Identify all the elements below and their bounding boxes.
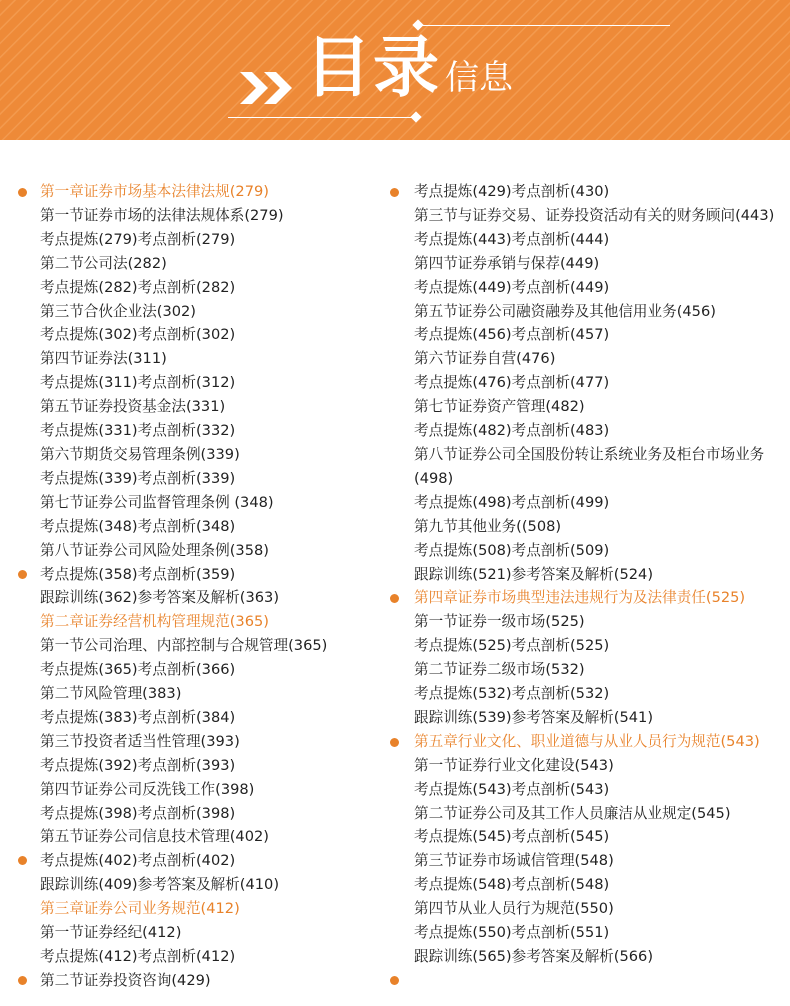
toc-entry[interactable]: 第五节证券投资基金法(331) [40, 398, 226, 416]
toc-entry[interactable]: 考点提炼(365)考点剖析(366) [40, 661, 236, 679]
toc-entry[interactable]: 第五节证券公司融资融券及其他信用业务(456) [414, 302, 716, 320]
toc-entry[interactable]: 考点提炼(508)考点剖析(509) [414, 541, 610, 559]
toc-entry[interactable]: 考点提炼(548)考点剖析(548) [414, 876, 610, 894]
toc-entry[interactable]: 考点提炼(449)考点剖析(449) [414, 278, 610, 296]
toc-entry[interactable]: 考点提炼(456)考点剖析(457) [414, 326, 610, 344]
toc-entry[interactable]: 第二节证券公司及其工作人员廉洁从业规定(545) [414, 804, 731, 822]
toc-entry[interactable]: 考点提炼(279)考点剖析(279) [40, 230, 236, 248]
toc-entry[interactable]: 考点提炼(383)考点剖析(384) [40, 708, 236, 726]
bullet-marker [18, 570, 27, 579]
toc-entry[interactable]: 第六节证券自营(476) [414, 350, 556, 368]
toc-entry[interactable]: 跟踪训练(362)参考答案及解析(363) [40, 589, 280, 607]
toc-entry[interactable]: 考点提炼(532)考点剖析(532) [414, 685, 610, 703]
toc-entry[interactable]: 第一节公司治理、内部控制与合规管理(365) [40, 637, 328, 655]
toc-chapter[interactable]: 第二章证券经营机构管理规范(365) [40, 613, 269, 631]
toc-entry[interactable]: 第四节证券法(311) [40, 350, 167, 368]
toc-entry[interactable]: 第五节证券公司信息技术管理(402) [40, 828, 269, 846]
toc-entry[interactable]: 考点提炼(402)考点剖析(402) [40, 852, 236, 870]
toc-right-column [414, 180, 784, 969]
toc-entry[interactable]: 第一节证券市场的法律法规体系(279) [40, 206, 284, 224]
toc-entry[interactable]: 第六节期货交易管理条例(339) [40, 445, 240, 463]
toc-entry[interactable]: 第二节证券投资咨询(429) [40, 971, 211, 989]
toc-entry[interactable]: 考点提炼(282)考点剖析(282) [40, 278, 236, 296]
toc-left-column [40, 180, 380, 993]
toc-entry[interactable]: 第二节公司法(282) [40, 254, 167, 272]
toc-entry[interactable]: 考点提炼(429)考点剖析(430) [414, 183, 610, 200]
toc-entry[interactable]: 考点提炼(476)考点剖析(477) [414, 374, 610, 392]
toc-chapter[interactable]: 第五章行业文化、职业道德与从业人员行为规范(543) [414, 732, 760, 750]
toc-entry[interactable]: 考点提炼(302)考点剖析(302) [40, 326, 236, 344]
toc-chapter[interactable]: 第三章证券公司业务规范(412) [40, 900, 240, 918]
toc-entry[interactable]: 考点提炼(545)考点剖析(545) [414, 828, 610, 846]
toc-entry[interactable]: 第三节投资者适当性管理(393) [40, 732, 240, 750]
header-banner [0, 0, 790, 140]
toc-entry[interactable]: 跟踪训练(521)参考答案及解析(524) [414, 565, 654, 583]
toc-chapter[interactable]: 第四章证券市场典型违法违规行为及法律责任(525) [414, 589, 746, 607]
page-title: 目录 [305, 29, 441, 106]
toc-entry[interactable]: 考点提炼(550)考点剖析(551) [414, 924, 610, 942]
bullet-marker [390, 594, 399, 603]
toc-entry[interactable]: 第二节证券二级市场(532) [414, 661, 585, 679]
bullet-marker [18, 856, 27, 865]
toc-entry[interactable]: 考点提炼(339)考点剖析(339) [40, 469, 236, 487]
double-chevron-icon [240, 70, 296, 106]
toc-entry[interactable]: 第九节其他业务((508) [414, 517, 562, 535]
toc-entry[interactable]: 第三节与证券交易、证券投资活动有关的财务顾问(443) [414, 206, 775, 224]
toc-entry[interactable]: 第七节证券公司监督管理条例 (348) [40, 493, 274, 511]
bullet-marker [390, 976, 399, 985]
bullet-marker [18, 188, 27, 197]
toc-entry[interactable]: 考点提炼(482)考点剖析(483) [414, 422, 610, 440]
toc-entry[interactable]: 第四节证券承销与保荐(449) [414, 254, 600, 272]
toc-entry[interactable]: 第四节证券公司反洗钱工作(398) [40, 780, 255, 798]
toc-entry[interactable]: 第一节证券行业文化建设(543) [414, 756, 614, 774]
toc-entry[interactable]: 考点提炼(348)考点剖析(348) [40, 517, 236, 535]
top-divider [420, 25, 670, 26]
toc-entry[interactable]: 考点提炼(358)考点剖析(359) [40, 565, 236, 583]
toc-entry[interactable]: 跟踪训练(539)参考答案及解析(541) [414, 708, 654, 726]
toc-chapter[interactable]: 第一章证券市场基本法律法规(279) [40, 183, 269, 200]
toc-entry[interactable]: 第一节证券经纪(412) [40, 924, 182, 942]
toc-entry[interactable]: 考点提炼(412)考点剖析(412) [40, 948, 236, 965]
toc-entry[interactable]: 考点提炼(543)考点剖析(543) [414, 780, 610, 798]
toc-entry[interactable]: 第三节合伙企业法(302) [40, 302, 196, 320]
toc-entry[interactable]: 跟踪训练(409)参考答案及解析(410) [40, 876, 280, 894]
toc-entry[interactable]: 第八节证券公司全国股份转让系统业务及柜台市场业务(498) [414, 445, 765, 487]
toc-entry[interactable]: 第一节证券一级市场(525) [414, 613, 585, 631]
toc-entry[interactable]: 考点提炼(392)考点剖析(393) [40, 756, 236, 774]
toc-entry[interactable]: 第四节从业人员行为规范(550) [414, 900, 614, 918]
toc-entry[interactable]: 第八节证券公司风险处理条例(358) [40, 541, 269, 559]
bullet-marker [390, 188, 399, 197]
bottom-divider [228, 117, 420, 118]
toc-entry[interactable]: 考点提炼(443)考点剖析(444) [414, 230, 610, 248]
toc-entry[interactable]: 第三节证券市场诚信管理(548) [414, 852, 614, 870]
toc-entry[interactable]: 跟踪训练(565)参考答案及解析(566) [414, 948, 654, 965]
toc-entry[interactable]: 考点提炼(498)考点剖析(499) [414, 493, 610, 511]
page-subtitle: 信息 [445, 58, 513, 98]
bullet-marker [18, 976, 27, 985]
toc-entry[interactable]: 第七节证券资产管理(482) [414, 398, 585, 416]
bullet-marker [390, 738, 399, 747]
toc-entry[interactable]: 第二节风险管理(383) [40, 685, 182, 703]
toc-entry[interactable]: 考点提炼(311)考点剖析(312) [40, 374, 236, 392]
toc-entry[interactable]: 考点提炼(331)考点剖析(332) [40, 422, 236, 440]
toc-entry[interactable]: 考点提炼(398)考点剖析(398) [40, 804, 236, 822]
toc-entry[interactable]: 考点提炼(525)考点剖析(525) [414, 637, 610, 655]
